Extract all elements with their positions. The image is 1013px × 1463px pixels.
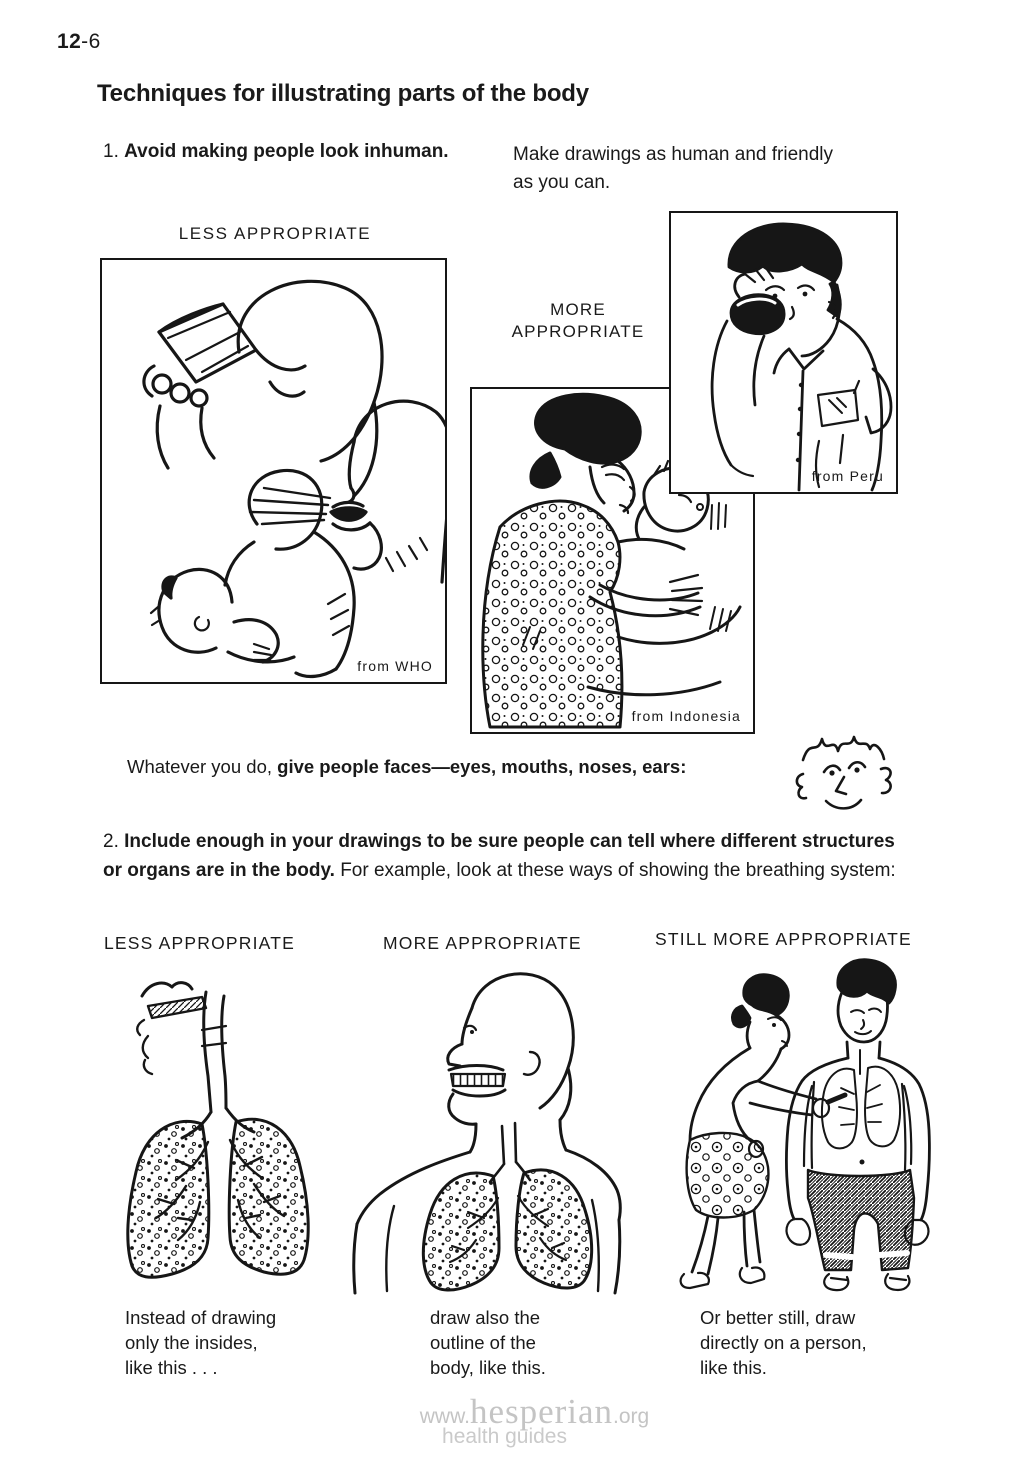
caption-line: Or better still, draw	[700, 1307, 856, 1328]
watermark-name: hesperian	[469, 1392, 614, 1431]
page-title: Techniques for illustrating parts of the body	[97, 80, 589, 107]
lungs-inside-body-illustration	[352, 958, 624, 1295]
page-number-chapter: 12	[57, 30, 82, 53]
drawing-on-person-illustration	[648, 952, 938, 1292]
page-number	[57, 30, 101, 54]
friendly-face-doodle	[793, 724, 893, 821]
caption-line: only the insides,	[125, 1332, 258, 1353]
caption-still-more-appropriate	[700, 1305, 867, 1380]
caption-line: draw also the	[430, 1307, 541, 1328]
faces-note-bold: give people faces—eyes, mouths, noses, ears:	[277, 756, 687, 777]
faces-note-regular: Whatever you do,	[127, 756, 272, 777]
point-2-number: 2.	[103, 831, 119, 852]
who-illustration-frame	[100, 258, 447, 684]
point-1-text-line1: Make drawings as human and friendly	[513, 144, 834, 165]
point-2-paragraph	[103, 827, 903, 885]
watermark-org: .org	[613, 1405, 650, 1428]
peru-illustration-frame	[669, 211, 898, 494]
caption-less-appropriate	[125, 1305, 276, 1380]
caption-line: like this . . .	[125, 1357, 218, 1378]
caption-line: like this.	[700, 1357, 767, 1378]
caption-line: body, like this.	[430, 1357, 546, 1378]
boy-drinking-illustration	[671, 213, 896, 492]
caption-line: Instead of drawing	[125, 1307, 277, 1328]
point-1-heading-bold: Avoid making people look inhuman.	[124, 141, 449, 162]
column-label-more: MORE APPROPRIATE	[383, 933, 582, 953]
point-2-text: For example, look at these ways of showing the breathing system:	[340, 860, 896, 881]
faces-note	[127, 756, 686, 778]
who-source-caption: from WHO	[357, 658, 433, 674]
page-number-rest: -6	[81, 30, 101, 53]
peru-source-caption: from Peru	[811, 468, 884, 484]
column-label-less: LESS APPROPRIATE	[104, 933, 296, 953]
caption-line: directly on a person,	[700, 1332, 867, 1353]
faceless-figures-illustration	[102, 260, 445, 682]
more-appropriate-label	[478, 299, 678, 343]
indonesia-source-caption: from Indonesia	[631, 708, 741, 724]
point-1-heading	[103, 141, 449, 163]
caption-line: outline of the	[430, 1332, 536, 1353]
hesperian-watermark	[28, 1392, 1013, 1449]
watermark-www: www.	[419, 1405, 470, 1428]
point-1-text-line2: as you can.	[513, 172, 611, 193]
column-label-still-more: STILL MORE APPROPRIATE	[655, 929, 912, 949]
more-appropriate-line2: APPROPRIATE	[511, 322, 645, 341]
point-1-number: 1.	[103, 141, 119, 162]
caption-more-appropriate	[430, 1305, 546, 1380]
point-2-heading-bold: Include enough in your drawings to be sure people can tell where different structures or organs are in the body.	[103, 831, 895, 881]
watermark-tagline: health guides	[442, 1425, 567, 1448]
more-appropriate-line1: MORE	[550, 300, 606, 319]
point-1-text	[513, 141, 833, 197]
less-appropriate-label: LESS APPROPRIATE	[178, 224, 372, 243]
lungs-without-body-illustration	[112, 972, 324, 1290]
